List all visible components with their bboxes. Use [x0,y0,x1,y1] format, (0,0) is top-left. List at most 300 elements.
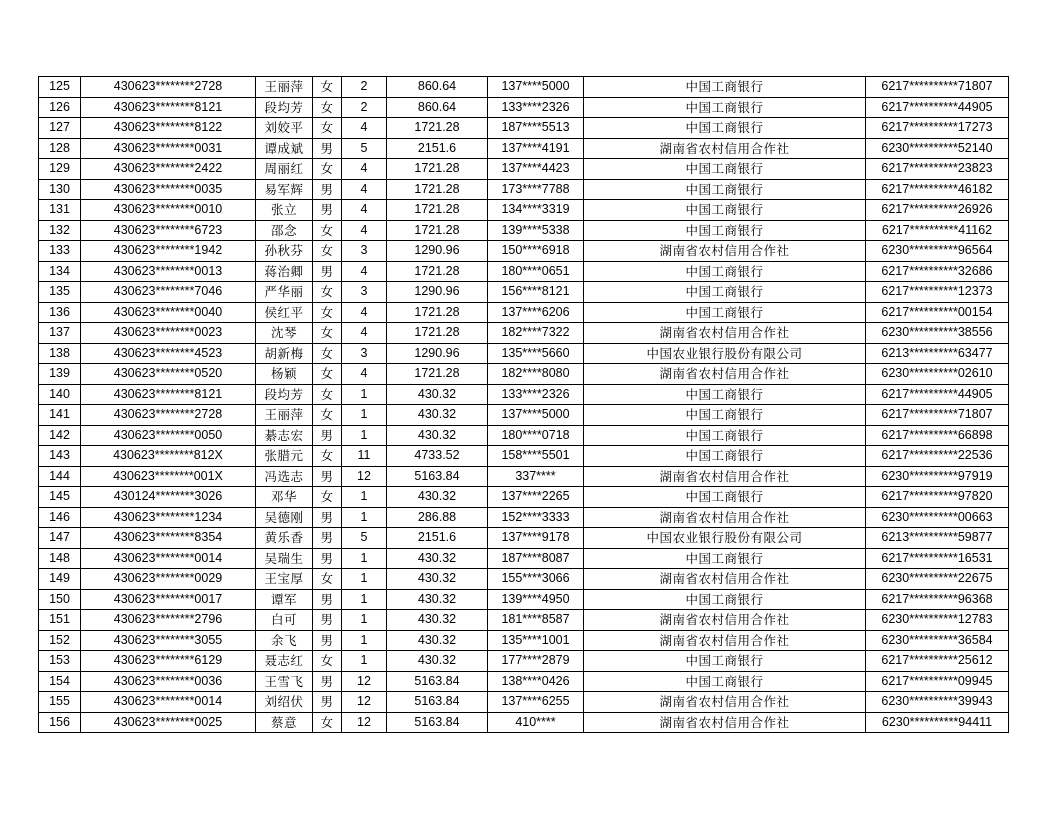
phone-cell: 177****2879 [488,651,584,672]
count-cell: 1 [342,651,387,672]
name-cell: 谭军 [256,589,313,610]
table-row [39,425,1009,446]
id-number-cell: 430623********0520 [81,364,256,385]
bank-cell: 中国工商银行 [584,159,866,180]
row-number-cell: 127 [39,118,81,139]
count-cell: 4 [342,323,387,344]
amount-cell: 1721.28 [387,159,488,180]
amount-cell: 1721.28 [387,220,488,241]
row-number-cell: 129 [39,159,81,180]
table-row [39,138,1009,159]
table-row [39,528,1009,549]
bank-cell: 中国工商银行 [584,118,866,139]
account-cell: 6213**********59877 [866,528,1009,549]
count-cell: 3 [342,282,387,303]
amount-cell: 1721.28 [387,364,488,385]
phone-cell: 173****7788 [488,179,584,200]
table-row [39,261,1009,282]
id-number-cell: 430623********0023 [81,323,256,344]
id-number-cell: 430623********0050 [81,425,256,446]
gender-cell: 女 [313,487,342,508]
account-cell: 6217**********16531 [866,548,1009,569]
table-row [39,630,1009,651]
gender-cell: 女 [313,364,342,385]
gender-cell: 男 [313,507,342,528]
amount-cell: 430.32 [387,630,488,651]
bank-cell: 中国工商银行 [584,487,866,508]
account-cell: 6217**********23823 [866,159,1009,180]
phone-cell: 152****3333 [488,507,584,528]
row-number-cell: 144 [39,466,81,487]
amount-cell: 2151.6 [387,138,488,159]
gender-cell: 女 [313,343,342,364]
phone-cell: 410**** [488,712,584,733]
account-cell: 6213**********63477 [866,343,1009,364]
table-row [39,159,1009,180]
table-row [39,200,1009,221]
amount-cell: 430.32 [387,589,488,610]
phone-cell: 181****8587 [488,610,584,631]
id-number-cell: 430623********0035 [81,179,256,200]
gender-cell: 男 [313,138,342,159]
table-row [39,323,1009,344]
name-cell: 王宝厚 [256,569,313,590]
id-number-cell: 430623********2796 [81,610,256,631]
count-cell: 4 [342,118,387,139]
account-cell: 6230**********12783 [866,610,1009,631]
count-cell: 1 [342,384,387,405]
gender-cell: 女 [313,159,342,180]
gender-cell: 男 [313,589,342,610]
id-number-cell: 430623********0014 [81,692,256,713]
amount-cell: 2151.6 [387,528,488,549]
bank-cell: 湖南省农村信用合作社 [584,712,866,733]
name-cell: 胡新梅 [256,343,313,364]
count-cell: 1 [342,507,387,528]
phone-cell: 187****5513 [488,118,584,139]
table-row [39,179,1009,200]
row-number-cell: 156 [39,712,81,733]
table-row [39,118,1009,139]
id-number-cell: 430124********3026 [81,487,256,508]
row-number-cell: 134 [39,261,81,282]
gender-cell: 男 [313,261,342,282]
count-cell: 1 [342,405,387,426]
name-cell: 张腊元 [256,446,313,467]
phone-cell: 180****0651 [488,261,584,282]
gender-cell: 女 [313,405,342,426]
count-cell: 1 [342,487,387,508]
amount-cell: 860.64 [387,97,488,118]
account-cell: 6217**********46182 [866,179,1009,200]
amount-cell: 430.32 [387,548,488,569]
gender-cell: 女 [313,302,342,323]
account-cell: 6217**********32686 [866,261,1009,282]
account-cell: 6230**********22675 [866,569,1009,590]
account-cell: 6217**********41162 [866,220,1009,241]
id-number-cell: 430623********0013 [81,261,256,282]
id-number-cell: 430623********6723 [81,220,256,241]
account-cell: 6230**********96564 [866,241,1009,262]
id-number-cell: 430623********0017 [81,589,256,610]
table-row [39,712,1009,733]
table-row [39,343,1009,364]
account-cell: 6230**********94411 [866,712,1009,733]
name-cell: 吴瑞生 [256,548,313,569]
account-cell: 6217**********96368 [866,589,1009,610]
account-cell: 6230**********00663 [866,507,1009,528]
name-cell: 张立 [256,200,313,221]
bank-cell: 中国工商银行 [584,179,866,200]
amount-cell: 5163.84 [387,671,488,692]
account-cell: 6217**********26926 [866,200,1009,221]
table-row [39,487,1009,508]
bank-cell: 湖南省农村信用合作社 [584,569,866,590]
name-cell: 吴德刚 [256,507,313,528]
account-cell: 6230**********02610 [866,364,1009,385]
gender-cell: 女 [313,651,342,672]
count-cell: 4 [342,200,387,221]
id-number-cell: 430623********0031 [81,138,256,159]
row-number-cell: 131 [39,200,81,221]
account-cell: 6230**********39943 [866,692,1009,713]
table-row [39,241,1009,262]
bank-cell: 中国工商银行 [584,671,866,692]
phone-cell: 155****3066 [488,569,584,590]
gender-cell: 男 [313,179,342,200]
gender-cell: 男 [313,671,342,692]
count-cell: 1 [342,548,387,569]
name-cell: 严华丽 [256,282,313,303]
id-number-cell: 430623********1942 [81,241,256,262]
phone-cell: 133****2326 [488,384,584,405]
id-number-cell: 430623********8122 [81,118,256,139]
phone-cell: 137****5000 [488,77,584,98]
row-number-cell: 152 [39,630,81,651]
table-row [39,671,1009,692]
account-cell: 6217**********44905 [866,97,1009,118]
amount-cell: 5163.84 [387,692,488,713]
bank-cell: 中国工商银行 [584,282,866,303]
name-cell: 刘姣平 [256,118,313,139]
account-cell: 6217**********71807 [866,77,1009,98]
gender-cell: 男 [313,630,342,651]
name-cell: 黄乐香 [256,528,313,549]
bank-cell: 中国工商银行 [584,651,866,672]
row-number-cell: 132 [39,220,81,241]
name-cell: 段均芳 [256,384,313,405]
gender-cell: 女 [313,220,342,241]
phone-cell: 180****0718 [488,425,584,446]
id-number-cell: 430623********3055 [81,630,256,651]
bank-cell: 中国工商银行 [584,77,866,98]
gender-cell: 女 [313,323,342,344]
count-cell: 4 [342,261,387,282]
count-cell: 3 [342,343,387,364]
amount-cell: 1721.28 [387,323,488,344]
id-number-cell: 430623********6129 [81,651,256,672]
table-row [39,384,1009,405]
gender-cell: 女 [313,77,342,98]
name-cell: 孙秋芬 [256,241,313,262]
phone-cell: 139****4950 [488,589,584,610]
name-cell: 刘绍伏 [256,692,313,713]
gender-cell: 男 [313,200,342,221]
row-number-cell: 141 [39,405,81,426]
count-cell: 5 [342,528,387,549]
phone-cell: 137****9178 [488,528,584,549]
gender-cell: 女 [313,712,342,733]
gender-cell: 女 [313,569,342,590]
gender-cell: 男 [313,425,342,446]
bank-cell: 湖南省农村信用合作社 [584,610,866,631]
id-number-cell: 430623********0036 [81,671,256,692]
name-cell: 蒋治卿 [256,261,313,282]
account-cell: 6230**********52140 [866,138,1009,159]
amount-cell: 430.32 [387,425,488,446]
name-cell: 王雪飞 [256,671,313,692]
name-cell: 段均芳 [256,97,313,118]
phone-cell: 187****8087 [488,548,584,569]
name-cell: 綦志宏 [256,425,313,446]
count-cell: 4 [342,179,387,200]
count-cell: 3 [342,241,387,262]
gender-cell: 女 [313,97,342,118]
gender-cell: 男 [313,610,342,631]
amount-cell: 5163.84 [387,712,488,733]
account-cell: 6217**********09945 [866,671,1009,692]
amount-cell: 1290.96 [387,343,488,364]
id-number-cell: 430623********8354 [81,528,256,549]
count-cell: 12 [342,671,387,692]
account-cell: 6217**********00154 [866,302,1009,323]
phone-cell: 182****8080 [488,364,584,385]
row-number-cell: 135 [39,282,81,303]
table-row [39,220,1009,241]
name-cell: 沈琴 [256,323,313,344]
name-cell: 冯选志 [256,466,313,487]
table-row [39,282,1009,303]
table-row [39,692,1009,713]
account-cell: 6217**********12373 [866,282,1009,303]
id-number-cell: 430623********4523 [81,343,256,364]
name-cell: 侯红平 [256,302,313,323]
payment-roster-table [38,76,1009,733]
phone-cell: 137****6255 [488,692,584,713]
table-row [39,77,1009,98]
id-number-cell: 430623********8121 [81,97,256,118]
gender-cell: 男 [313,548,342,569]
table-row [39,466,1009,487]
gender-cell: 女 [313,118,342,139]
id-number-cell: 430623********0025 [81,712,256,733]
table-row [39,651,1009,672]
table-body [39,77,1009,733]
gender-cell: 女 [313,241,342,262]
name-cell: 白可 [256,610,313,631]
amount-cell: 430.32 [387,610,488,631]
id-number-cell: 430623********0014 [81,548,256,569]
amount-cell: 430.32 [387,384,488,405]
bank-cell: 湖南省农村信用合作社 [584,466,866,487]
phone-cell: 137****6206 [488,302,584,323]
account-cell: 6217**********22536 [866,446,1009,467]
amount-cell: 430.32 [387,569,488,590]
amount-cell: 286.88 [387,507,488,528]
row-number-cell: 138 [39,343,81,364]
phone-cell: 182****7322 [488,323,584,344]
amount-cell: 1290.96 [387,282,488,303]
row-number-cell: 154 [39,671,81,692]
name-cell: 王丽萍 [256,405,313,426]
amount-cell: 4733.52 [387,446,488,467]
count-cell: 5 [342,138,387,159]
phone-cell: 138****0426 [488,671,584,692]
amount-cell: 860.64 [387,77,488,98]
phone-cell: 150****6918 [488,241,584,262]
amount-cell: 1721.28 [387,179,488,200]
amount-cell: 1721.28 [387,261,488,282]
table-row [39,364,1009,385]
account-cell: 6217**********44905 [866,384,1009,405]
phone-cell: 133****2326 [488,97,584,118]
row-number-cell: 140 [39,384,81,405]
bank-cell: 湖南省农村信用合作社 [584,138,866,159]
gender-cell: 女 [313,384,342,405]
phone-cell: 137****4423 [488,159,584,180]
bank-cell: 湖南省农村信用合作社 [584,241,866,262]
row-number-cell: 149 [39,569,81,590]
row-number-cell: 137 [39,323,81,344]
id-number-cell: 430623********2728 [81,405,256,426]
bank-cell: 中国工商银行 [584,302,866,323]
table-row [39,446,1009,467]
id-number-cell: 430623********2728 [81,77,256,98]
id-number-cell: 430623********0029 [81,569,256,590]
row-number-cell: 153 [39,651,81,672]
count-cell: 12 [342,692,387,713]
id-number-cell: 430623********0040 [81,302,256,323]
name-cell: 杨颖 [256,364,313,385]
account-cell: 6217**********71807 [866,405,1009,426]
account-cell: 6217**********66898 [866,425,1009,446]
name-cell: 余飞 [256,630,313,651]
table-row [39,97,1009,118]
bank-cell: 中国工商银行 [584,589,866,610]
phone-cell: 139****5338 [488,220,584,241]
gender-cell: 女 [313,446,342,467]
name-cell: 周丽红 [256,159,313,180]
count-cell: 1 [342,589,387,610]
table-row [39,302,1009,323]
row-number-cell: 130 [39,179,81,200]
phone-cell: 137****5000 [488,405,584,426]
account-cell: 6230**********36584 [866,630,1009,651]
bank-cell: 湖南省农村信用合作社 [584,364,866,385]
amount-cell: 430.32 [387,487,488,508]
gender-cell: 男 [313,692,342,713]
phone-cell: 337**** [488,466,584,487]
phone-cell: 156****8121 [488,282,584,303]
count-cell: 12 [342,466,387,487]
count-cell: 4 [342,159,387,180]
id-number-cell: 430623********0010 [81,200,256,221]
gender-cell: 女 [313,282,342,303]
amount-cell: 1721.28 [387,118,488,139]
row-number-cell: 146 [39,507,81,528]
count-cell: 4 [342,302,387,323]
row-number-cell: 151 [39,610,81,631]
count-cell: 1 [342,630,387,651]
phone-cell: 135****5660 [488,343,584,364]
id-number-cell: 430623********812X [81,446,256,467]
name-cell: 邵念 [256,220,313,241]
name-cell: 谭成斌 [256,138,313,159]
account-cell: 6217**********25612 [866,651,1009,672]
count-cell: 11 [342,446,387,467]
bank-cell: 中国工商银行 [584,97,866,118]
name-cell: 蔡意 [256,712,313,733]
bank-cell: 中国工商银行 [584,425,866,446]
table-row [39,405,1009,426]
row-number-cell: 150 [39,589,81,610]
count-cell: 4 [342,220,387,241]
row-number-cell: 148 [39,548,81,569]
amount-cell: 430.32 [387,651,488,672]
row-number-cell: 143 [39,446,81,467]
account-cell: 6230**********38556 [866,323,1009,344]
count-cell: 4 [342,364,387,385]
count-cell: 12 [342,712,387,733]
table-row [39,548,1009,569]
row-number-cell: 136 [39,302,81,323]
row-number-cell: 139 [39,364,81,385]
name-cell: 聂志红 [256,651,313,672]
id-number-cell: 430623********8121 [81,384,256,405]
row-number-cell: 133 [39,241,81,262]
row-number-cell: 125 [39,77,81,98]
phone-cell: 158****5501 [488,446,584,467]
bank-cell: 中国农业银行股份有限公司 [584,343,866,364]
phone-cell: 135****1001 [488,630,584,651]
row-number-cell: 147 [39,528,81,549]
id-number-cell: 430623********001X [81,466,256,487]
amount-cell: 1721.28 [387,302,488,323]
row-number-cell: 145 [39,487,81,508]
count-cell: 2 [342,97,387,118]
bank-cell: 中国工商银行 [584,384,866,405]
count-cell: 1 [342,425,387,446]
account-cell: 6230**********97919 [866,466,1009,487]
phone-cell: 137****2265 [488,487,584,508]
name-cell: 邓华 [256,487,313,508]
id-number-cell: 430623********1234 [81,507,256,528]
row-number-cell: 128 [39,138,81,159]
id-number-cell: 430623********7046 [81,282,256,303]
row-number-cell: 155 [39,692,81,713]
name-cell: 王丽萍 [256,77,313,98]
amount-cell: 1721.28 [387,200,488,221]
bank-cell: 湖南省农村信用合作社 [584,507,866,528]
count-cell: 1 [342,569,387,590]
gender-cell: 男 [313,466,342,487]
bank-cell: 中国工商银行 [584,200,866,221]
bank-cell: 中国工商银行 [584,405,866,426]
id-number-cell: 430623********2422 [81,159,256,180]
bank-cell: 湖南省农村信用合作社 [584,692,866,713]
amount-cell: 430.32 [387,405,488,426]
table-row [39,589,1009,610]
